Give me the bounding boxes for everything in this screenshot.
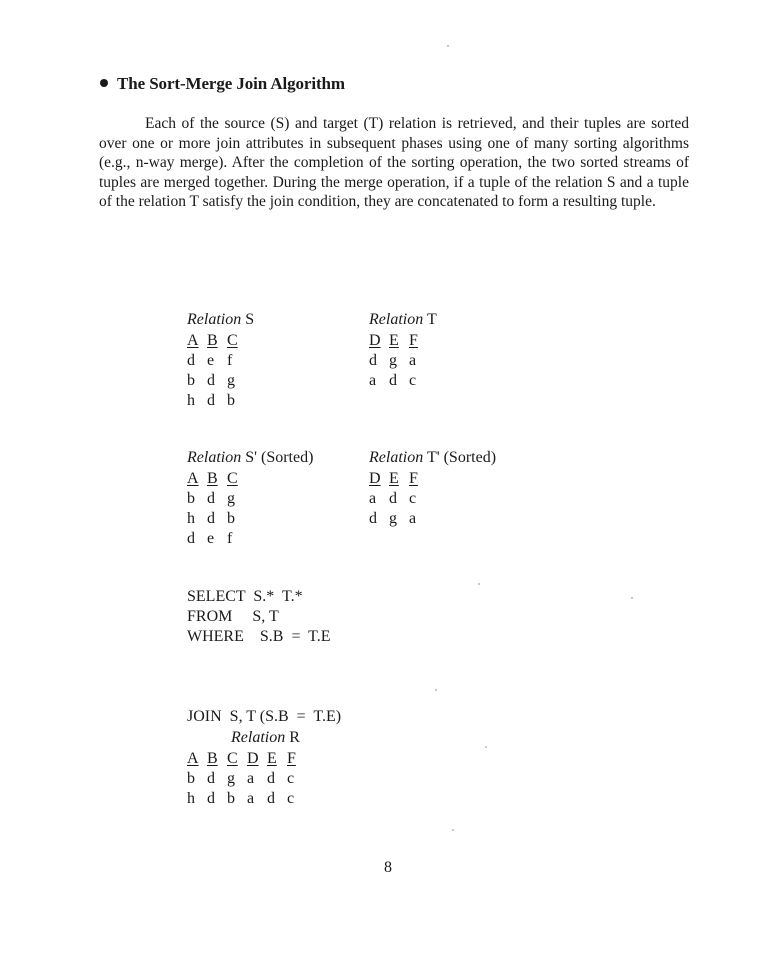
relation-name: S [245, 311, 255, 328]
table-cell: b [227, 510, 235, 527]
join-command: JOIN S, T (S.B = T.E) [187, 708, 342, 725]
column-header: F [409, 470, 418, 487]
table-cell: d [207, 770, 215, 787]
relation-t-sorted-table [369, 447, 496, 529]
column-header: A [187, 470, 199, 487]
table-row [187, 489, 313, 509]
table-cell: e [207, 352, 215, 369]
table-cell: b [227, 790, 235, 807]
table-cell: d [267, 770, 275, 787]
relation-s-sorted-table [187, 447, 313, 549]
relation-title [187, 309, 254, 331]
relation-t-table [369, 309, 437, 391]
table-row [187, 371, 254, 391]
relation-label: Relation [369, 449, 424, 466]
table-cell: h [187, 790, 195, 807]
table-row [369, 509, 496, 529]
table-cell: d [207, 392, 215, 409]
column-header: C [227, 750, 238, 767]
table-cell: g [227, 490, 235, 507]
section-heading [100, 74, 345, 94]
scan-speck [485, 746, 487, 748]
relation-r-title [187, 727, 341, 749]
table-cell: b [187, 490, 195, 507]
table-cell: g [227, 372, 235, 389]
column-header: D [247, 750, 259, 767]
scan-speck [452, 829, 454, 831]
table-cell: d [369, 352, 377, 369]
sql-select-line: SELECT S.* T.* [187, 588, 303, 605]
sql-where-line: WHERE S.B = T.E [187, 628, 331, 645]
table-cell: c [409, 372, 417, 389]
table-cell: c [287, 770, 295, 787]
relation-title [187, 447, 313, 469]
table-cell: c [287, 790, 295, 807]
scan-speck [447, 45, 449, 47]
table-cell: d [187, 352, 195, 369]
column-header: D [369, 470, 381, 487]
column-header: D [369, 332, 381, 349]
table-cell: e [207, 530, 215, 547]
column-header: A [187, 332, 199, 349]
column-header: E [267, 750, 277, 767]
column-header: E [389, 470, 399, 487]
table-row [187, 391, 254, 411]
column-header: E [389, 332, 399, 349]
bullet-icon [100, 79, 108, 87]
table-cell: g [389, 352, 397, 369]
body-paragraph [99, 114, 689, 212]
table-cell: a [247, 790, 255, 807]
relation-suffix: (Sorted) [443, 449, 497, 466]
table-cell: a [369, 372, 377, 389]
table-cell: d [207, 510, 215, 527]
relation-title [369, 447, 496, 469]
table-cell: h [187, 510, 195, 527]
table-cell: b [187, 770, 195, 787]
table-cell: f [227, 530, 233, 547]
column-header: A [187, 750, 199, 767]
table-row [187, 509, 313, 529]
relation-name: T [426, 311, 437, 328]
table-row [187, 789, 341, 809]
relation-label: Relation [369, 311, 424, 328]
table-header-row [187, 469, 313, 489]
page-number: 8 [384, 859, 392, 876]
scan-speck [631, 597, 633, 599]
table-row [369, 351, 437, 371]
relation-name: T' [426, 449, 440, 466]
table-header-row [369, 331, 437, 351]
sql-from-line: FROM S, T [187, 608, 279, 625]
column-header: C [227, 470, 238, 487]
table-row [187, 529, 313, 549]
join-result [187, 707, 341, 809]
table-cell: d [389, 372, 397, 389]
scan-speck [478, 583, 480, 585]
table-cell: a [409, 352, 417, 369]
table-cell: d [267, 790, 275, 807]
table-cell: d [207, 790, 215, 807]
table-cell: a [409, 510, 417, 527]
table-header-row [187, 331, 254, 351]
table-row [187, 351, 254, 371]
table-cell: g [227, 770, 235, 787]
sql-query [187, 587, 331, 647]
relation-r-label: Relation [231, 729, 286, 746]
column-header: F [409, 332, 418, 349]
table-cell: c [409, 490, 417, 507]
column-header: B [207, 470, 218, 487]
column-header: C [227, 332, 238, 349]
paragraph-text: Each of the source (S) and target (T) relation is retrieved, and their tuples are sorted over one or more join attributes in subsequent phases using one of many sorting algorithms (e.g., n-way merge). After the completion of the sorting operation, the two sorted streams of tuples are merged together. During the merge operation, if a tuple of the relation S and a tuple of the relation T satisfy the join condition, they are concatenated to form a resulting tuple. [99, 115, 689, 211]
table-cell: d [369, 510, 377, 527]
column-header: F [287, 750, 296, 767]
column-header: B [207, 332, 218, 349]
relation-suffix: (Sorted) [261, 449, 314, 466]
table-cell: d [207, 490, 215, 507]
table-cell: d [389, 490, 397, 507]
table-row [369, 489, 496, 509]
table-cell: h [187, 392, 195, 409]
table-cell: d [207, 372, 215, 389]
table-cell: b [227, 392, 235, 409]
table-cell: d [187, 530, 195, 547]
scan-speck [435, 689, 437, 691]
relation-title [369, 309, 437, 331]
section-heading-text: The Sort-Merge Join Algorithm [117, 74, 345, 93]
column-header: B [207, 750, 218, 767]
table-cell: g [389, 510, 397, 527]
table-row [369, 371, 437, 391]
relation-label: Relation [187, 449, 242, 466]
table-cell: a [369, 490, 377, 507]
table-cell: f [227, 352, 233, 369]
relation-r-table [187, 749, 341, 809]
table-cell: a [247, 770, 255, 787]
relation-label: Relation [187, 311, 242, 328]
table-header-row [187, 749, 341, 769]
table-header-row [369, 469, 496, 489]
table-cell: b [187, 372, 195, 389]
relation-name: S' [245, 449, 257, 466]
table-row [187, 769, 341, 789]
relation-r-name: R [289, 729, 300, 746]
relation-s-table [187, 309, 254, 411]
